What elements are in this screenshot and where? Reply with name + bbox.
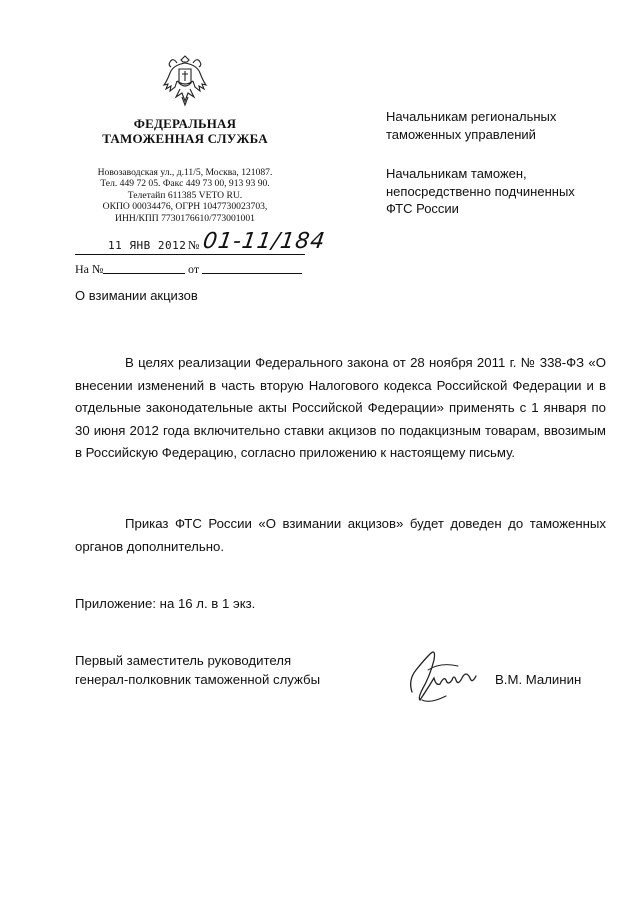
address-line: Тел. 449 72 05. Факс 449 73 00, 913 93 90. — [100, 178, 270, 190]
recipient-line: Начальникам региональных — [386, 109, 557, 124]
body-paragraph-2: Приказ ФТС России «О взимании акцизов» будет доведен до таможенных органов дополнительно. — [75, 516, 606, 554]
signer-title-line2: генерал-полковник таможенной службы — [75, 672, 321, 687]
recipient-line: непосредственно подчиненных — [386, 183, 575, 199]
agency-name — [75, 116, 295, 146]
recipient-line: таможенных управлений — [386, 126, 536, 142]
reference-number-blank — [103, 273, 185, 274]
address-line: Телетайп 611385 VETO RU. — [127, 189, 243, 201]
double-headed-eagle-emblem-icon — [160, 53, 210, 109]
letter-subject: О взимании акцизов — [75, 288, 198, 303]
signer-name: В.М. Малинин — [495, 672, 582, 687]
address-line: Новозаводская ул., д.11/5, Москва, 121087. — [97, 167, 273, 178]
address-line: ОКПО 00034476, ОГРН 1047730023703, — [102, 201, 268, 213]
recipient-block-customs — [386, 165, 575, 218]
recipient-line: ФТС России — [386, 201, 459, 216]
recipient-line: Начальникам таможен, — [386, 166, 527, 181]
recipient-block-regional — [386, 108, 556, 143]
attachment-note: Приложение: на 16 л. в 1 экз. — [75, 596, 256, 611]
reference-date-blank — [202, 273, 302, 274]
agency-name-line1: ФЕДЕРАЛЬНАЯ — [133, 116, 237, 131]
agency-address-block — [75, 167, 295, 224]
body-paragraph-1: В целях реализации Федерального закона от 28 ноября 2011 г. № 338-ФЗ «О внесении изменений в часть вторую Налогового кодекса Российской Федерации и в отдельные законодательные акты Российской Федерации» применять с 1 января по 30 июня 2012 года включительно ставки акцизов по подакцизным товарам, ввозимым в Российскую Федерацию, согласно приложению к настоящему письму. — [75, 355, 606, 460]
address-line: ИНН/КПП 7730176610/773001001 — [115, 212, 255, 224]
registration-number-label: № — [188, 238, 200, 252]
signer-title-line1: Первый заместитель руководителя — [75, 653, 292, 668]
handwritten-signature — [400, 640, 495, 720]
signer-title — [75, 651, 320, 689]
reference-date-label: от — [188, 262, 200, 276]
registration-underline — [75, 254, 305, 255]
agency-name-line2: ТАМОЖЕННАЯ СЛУЖБА — [102, 131, 268, 146]
registration-number-handwritten: 01-11/184 — [201, 229, 328, 254]
registration-date-stamp: 11 ЯНВ 2012 — [108, 239, 187, 252]
reference-number-label: На № — [75, 262, 104, 276]
